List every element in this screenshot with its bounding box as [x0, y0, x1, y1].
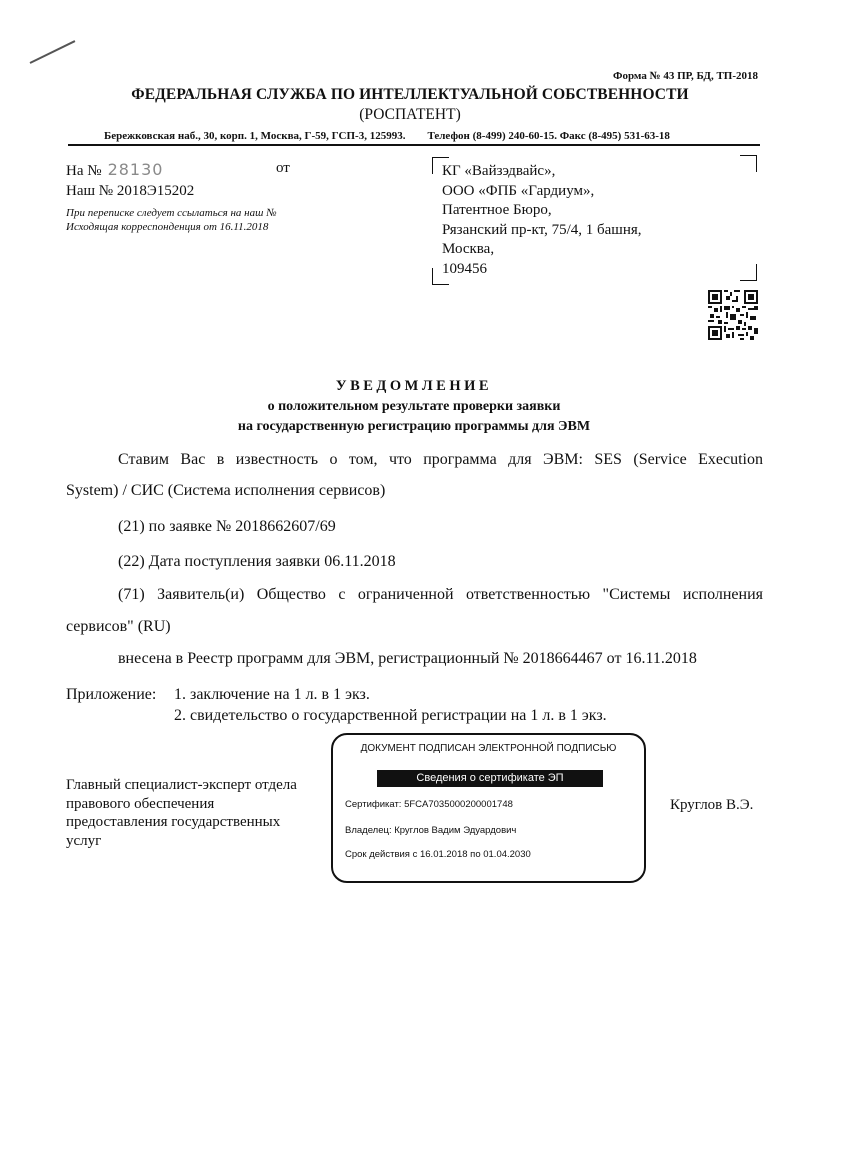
applicant-line-1: (71) Заявитель(и) Общество с ограниченной ответственностью "Системы исполнения — [118, 586, 763, 603]
org-abbreviation: (РОСПАТЕНТ) — [359, 106, 461, 123]
esign-owner: Владелец: Круглов Вадим Эдуардович — [345, 825, 517, 836]
signatory-position — [66, 776, 297, 850]
attachment-item-1: 1. заключение на 1 л. в 1 экз. — [174, 686, 370, 703]
registry-entry: внесена в Реестр программ для ЭВМ, регистрационный № 2018664467 от 16.11.2018 — [118, 650, 697, 667]
signatory-position-line: правового обеспечения — [66, 795, 215, 812]
reference-from-label: от — [276, 160, 290, 176]
recipient-line: КГ «Вайзэдвайс», — [442, 163, 556, 179]
signatory-position-line: предоставления государственных — [66, 814, 281, 830]
esign-header: ДОКУМЕНТ ПОДПИСАН ЭЛЕКТРОННОЙ ПОДПИСЬЮ — [360, 743, 617, 754]
application-date: (22) Дата поступления заявки 06.11.2018 — [118, 553, 396, 570]
reference-line — [66, 160, 163, 180]
application-number: (21) по заявке № 2018662607/69 — [118, 518, 336, 535]
form-number: Форма № 43 ПР, БД, ТП-2018 — [613, 70, 758, 82]
applicant-line-2: сервисов" (RU) — [66, 618, 171, 635]
address-corner-bottom-right — [740, 264, 757, 281]
recipient-address — [442, 162, 642, 279]
recipient-line: 109456 — [442, 260, 487, 277]
recipient-line: Патентное Бюро, — [442, 202, 552, 218]
document-title: УВЕДОМЛЕНИЕ — [335, 378, 493, 394]
document-subtitle-1: о положительном результате проверки заявки — [267, 399, 561, 414]
qr-code-icon — [708, 290, 758, 340]
document-subtitle-2: на государственную регистрацию программы для ЭВМ — [237, 419, 591, 434]
esign-certificate-number: Сертификат: 5FCA7035000200001748 — [345, 799, 513, 810]
recipient-line: Москва, — [442, 241, 495, 257]
recipient-line: Рязанский пр-кт, 75/4, 1 башня, — [442, 221, 642, 238]
header-contacts — [104, 130, 670, 142]
recipient-line: ООО «ФПБ «Гардиум», — [442, 182, 595, 199]
reference-note-2: Исходящая корреспонденция от 16.11.2018 — [66, 221, 269, 233]
signatory-name: Круглов В.Э. — [670, 797, 754, 813]
esign-validity: Срок действия с 16.01.2018 по 01.04.2030 — [345, 849, 531, 860]
electronic-signature-stamp — [331, 733, 646, 883]
header-phone-fax: Телефон (8-499) 240-60-15. Факс (8-495) 531-63-18 — [427, 130, 670, 142]
handwritten-reference-number: 28130 — [107, 160, 164, 179]
header-address: Бережковская наб., 30, корп. 1, Москва, Г-59, ГСП-3, 125993. — [104, 130, 406, 142]
signatory-position-line: услуг — [66, 832, 102, 849]
signatory-position-line: Главный специалист-эксперт отдела — [66, 777, 297, 793]
intro-text-line-2: System) / СИС (Система исполнения сервисов) — [66, 482, 386, 499]
org-name: ФЕДЕРАЛЬНАЯ СЛУЖБА ПО ИНТЕЛЛЕКТУАЛЬНОЙ СОБСТВЕННОСТИ — [131, 86, 689, 103]
intro-text-line-1: Ставим Вас в известность о том, что программа для ЭВМ: SES (Service Execution — [118, 451, 763, 468]
address-corner-top-right — [740, 155, 757, 172]
attachment-item-2: 2. свидетельство о государственной регистрации на 1 л. в 1 экз. — [174, 707, 607, 724]
attachments-label: Приложение: — [66, 686, 157, 703]
reference-label: На № — [66, 163, 102, 179]
header-divider — [68, 144, 760, 146]
our-number: Наш № 2018Э15202 — [66, 183, 195, 199]
pen-mark — [30, 40, 76, 64]
esign-certificate-bar: Сведения о сертификате ЭП — [377, 770, 603, 787]
reference-note-1: При переписке следует ссылаться на наш № — [66, 207, 277, 219]
